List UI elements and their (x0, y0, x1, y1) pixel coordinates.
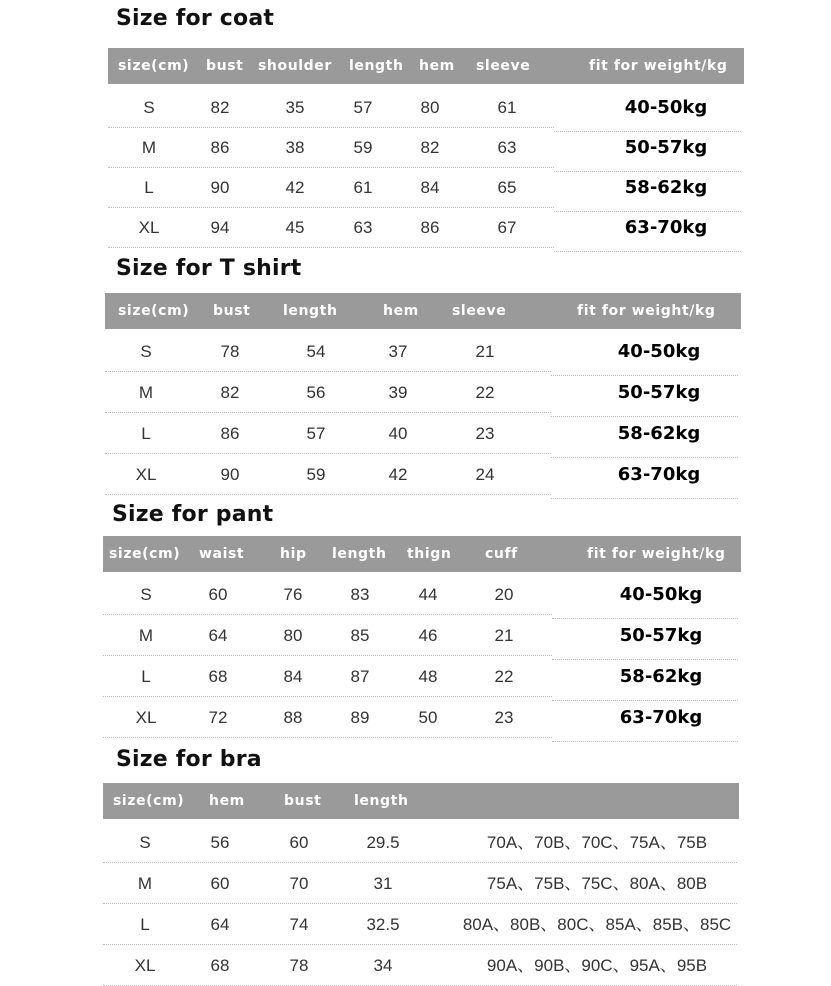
bra-cell-size: L (140, 915, 150, 934)
bra-cell-value: 60 (289, 833, 309, 852)
coat-cell-value: 67 (497, 218, 517, 237)
row-divider (105, 412, 551, 413)
tshirt-cell-value: 57 (306, 424, 326, 443)
coat-cell-value: 45 (285, 218, 305, 237)
coat-cell-value: 63 (353, 218, 373, 237)
pant-cell-value: 89 (350, 708, 370, 727)
bra-title: Size for bra (116, 747, 262, 772)
row-divider (103, 944, 737, 945)
coat-cell-value: 80 (420, 98, 440, 117)
tshirt-cell-size: L (141, 424, 151, 443)
row-divider (103, 655, 552, 656)
coat-cell-value: 42 (285, 178, 305, 197)
tshirt-row (0, 455, 831, 495)
row-divider (103, 696, 552, 697)
pant-header-length: length (332, 546, 387, 562)
bra-cell-value: 60 (210, 874, 230, 893)
coat-cell-value: 82 (420, 138, 440, 157)
tshirt-cell-size: XL (135, 465, 157, 484)
tshirt-cell-value: 22 (475, 383, 495, 402)
tshirt-cell-value: 39 (388, 383, 408, 402)
pant-cell-value: 44 (418, 585, 438, 604)
bra-row (0, 823, 831, 863)
row-divider (103, 614, 552, 615)
pant-header-row (103, 536, 741, 572)
tshirt-cell-value: 82 (220, 383, 240, 402)
coat-header-length: length (349, 58, 404, 74)
pant-cell-size: M (138, 626, 154, 645)
bra-cup-sizes: 80A、80B、80C、85A、85B、85C (462, 915, 732, 934)
coat-cell-size: S (143, 98, 155, 117)
tshirt-title: Size for T shirt (116, 256, 302, 281)
bra-row (0, 864, 831, 904)
bra-cell-size: M (137, 874, 153, 893)
tshirt-header-hem: hem (383, 303, 419, 319)
coat-cell-value: 61 (353, 178, 373, 197)
pant-cell-value: 85 (350, 626, 370, 645)
pant-cell-value: 23 (494, 708, 514, 727)
pant-cell-value: 22 (494, 667, 514, 686)
pant-cell-value: 84 (283, 667, 303, 686)
tshirt-row (0, 373, 831, 413)
row-divider (103, 862, 737, 863)
tshirt-cell-value: 90 (220, 465, 240, 484)
row-divider (103, 903, 737, 904)
coat-row (0, 168, 831, 208)
pant-header-size: size(cm) (109, 546, 181, 562)
pant-fit-weight: 58-62kg (619, 666, 703, 687)
bra-cell-value: 56 (210, 833, 230, 852)
row-divider (105, 371, 551, 372)
pant-header-thign: thign (407, 546, 452, 562)
bra-cell-value: 74 (289, 915, 309, 934)
tshirt-cell-value: 24 (475, 465, 495, 484)
coat-header-hem: hem (419, 58, 455, 74)
bra-cell-size: XL (134, 956, 156, 975)
tshirt-fit-weight: 50-57kg (617, 382, 701, 403)
pant-cell-value: 20 (494, 585, 514, 604)
coat-cell-value: 59 (353, 138, 373, 157)
tshirt-cell-value: 56 (306, 383, 326, 402)
pant-cell-value: 48 (418, 667, 438, 686)
tshirt-header-bust: bust (213, 303, 251, 319)
tshirt-cell-value: 59 (306, 465, 326, 484)
coat-header-row (108, 48, 744, 84)
coat-cell-value: 90 (210, 178, 230, 197)
row-divider (551, 498, 738, 499)
coat-header-shoulder: shoulder (258, 58, 332, 74)
tshirt-cell-value: 23 (475, 424, 495, 443)
coat-header-sleeve: sleeve (476, 58, 531, 74)
coat-fit-weight: 40-50kg (624, 97, 708, 118)
tshirt-header-fit: fit for weight/kg (577, 303, 716, 319)
bra-header-size: size(cm) (113, 793, 185, 809)
bra-header-bust: bust (284, 793, 322, 809)
pant-cell-size: S (140, 585, 152, 604)
tshirt-fit-weight: 40-50kg (617, 341, 701, 362)
tshirt-cell-value: 21 (475, 342, 495, 361)
pant-cell-value: 64 (208, 626, 228, 645)
coat-cell-value: 84 (420, 178, 440, 197)
pant-cell-size: XL (135, 708, 157, 727)
tshirt-cell-size: S (140, 342, 152, 361)
coat-cell-value: 35 (285, 98, 305, 117)
bra-header-row (103, 783, 739, 819)
coat-cell-value: 82 (210, 98, 230, 117)
coat-header-size: size(cm) (118, 58, 190, 74)
pant-title: Size for pant (112, 502, 274, 527)
tshirt-cell-value: 40 (388, 424, 408, 443)
pant-cell-value: 76 (283, 585, 303, 604)
coat-row (0, 88, 831, 128)
pant-cell-value: 50 (418, 708, 438, 727)
bra-cell-value: 34 (373, 956, 393, 975)
coat-cell-value: 57 (353, 98, 373, 117)
coat-fit-weight: 63-70kg (624, 217, 708, 238)
pant-header-waist: waist (199, 546, 245, 562)
bra-cell-value: 78 (289, 956, 309, 975)
coat-cell-size: L (144, 178, 154, 197)
pant-cell-size: L (141, 667, 151, 686)
pant-fit-weight: 50-57kg (619, 625, 703, 646)
bra-cup-sizes: 90A、90B、90C、95A、95B (486, 956, 708, 975)
pant-row (0, 616, 831, 656)
row-divider (105, 494, 551, 495)
pant-cell-value: 80 (283, 626, 303, 645)
pant-header-fit: fit for weight/kg (587, 546, 726, 562)
coat-cell-value: 63 (497, 138, 517, 157)
coat-header-fit: fit for weight/kg (589, 58, 728, 74)
tshirt-cell-value: 42 (388, 465, 408, 484)
tshirt-fit-weight: 58-62kg (617, 423, 701, 444)
tshirt-cell-size: M (138, 383, 154, 402)
coat-row (0, 128, 831, 168)
coat-cell-size: M (141, 138, 157, 157)
tshirt-header-length: length (283, 303, 338, 319)
bra-cell-value: 70 (289, 874, 309, 893)
tshirt-header-row (105, 293, 741, 329)
coat-cell-value: 94 (210, 218, 230, 237)
coat-cell-size: XL (138, 218, 160, 237)
tshirt-cell-value: 78 (220, 342, 240, 361)
pant-fit-weight: 40-50kg (619, 584, 703, 605)
bra-cup-sizes: 75A、75B、75C、80A、80B (486, 874, 708, 893)
bra-cell-value: 64 (210, 915, 230, 934)
pant-cell-value: 72 (208, 708, 228, 727)
bra-cup-sizes: 70A、70B、70C、75A、75B (486, 833, 708, 852)
row-divider (108, 247, 554, 248)
tshirt-header-size: size(cm) (118, 303, 190, 319)
tshirt-fit-weight: 63-70kg (617, 464, 701, 485)
pant-cell-value: 60 (208, 585, 228, 604)
coat-header-bust: bust (206, 58, 244, 74)
pant-row (0, 575, 831, 615)
pant-cell-value: 46 (418, 626, 438, 645)
tshirt-cell-value: 37 (388, 342, 408, 361)
pant-row (0, 698, 831, 738)
pant-cell-value: 21 (494, 626, 514, 645)
tshirt-cell-value: 86 (220, 424, 240, 443)
coat-fit-weight: 58-62kg (624, 177, 708, 198)
pant-header-cuff: cuff (485, 546, 518, 562)
row-divider (103, 737, 552, 738)
pant-cell-value: 83 (350, 585, 370, 604)
coat-cell-value: 61 (497, 98, 517, 117)
bra-cell-value: 29.5 (366, 833, 400, 852)
pant-cell-value: 88 (283, 708, 303, 727)
pant-row (0, 657, 831, 697)
coat-row (0, 208, 831, 248)
coat-cell-value: 38 (285, 138, 305, 157)
pant-cell-value: 68 (208, 667, 228, 686)
bra-row (0, 946, 831, 986)
bra-cell-size: S (139, 833, 151, 852)
row-divider (554, 251, 741, 252)
bra-cell-value: 68 (210, 956, 230, 975)
bra-row (0, 905, 831, 945)
bra-header-hem: hem (209, 793, 245, 809)
tshirt-header-sleeve: sleeve (452, 303, 507, 319)
coat-cell-value: 86 (420, 218, 440, 237)
bra-cell-value: 32.5 (366, 915, 400, 934)
tshirt-cell-value: 54 (306, 342, 326, 361)
coat-cell-value: 65 (497, 178, 517, 197)
row-divider (105, 453, 551, 454)
coat-title: Size for coat (116, 6, 275, 31)
bra-cell-value: 31 (373, 874, 393, 893)
pant-fit-weight: 63-70kg (619, 707, 703, 728)
coat-fit-weight: 50-57kg (624, 137, 708, 158)
tshirt-row (0, 414, 831, 454)
pant-cell-value: 87 (350, 667, 370, 686)
row-divider (552, 741, 738, 742)
bra-header-length: length (354, 793, 409, 809)
tshirt-row (0, 332, 831, 372)
pant-header-hip: hip (280, 546, 307, 562)
coat-cell-value: 86 (210, 138, 230, 157)
